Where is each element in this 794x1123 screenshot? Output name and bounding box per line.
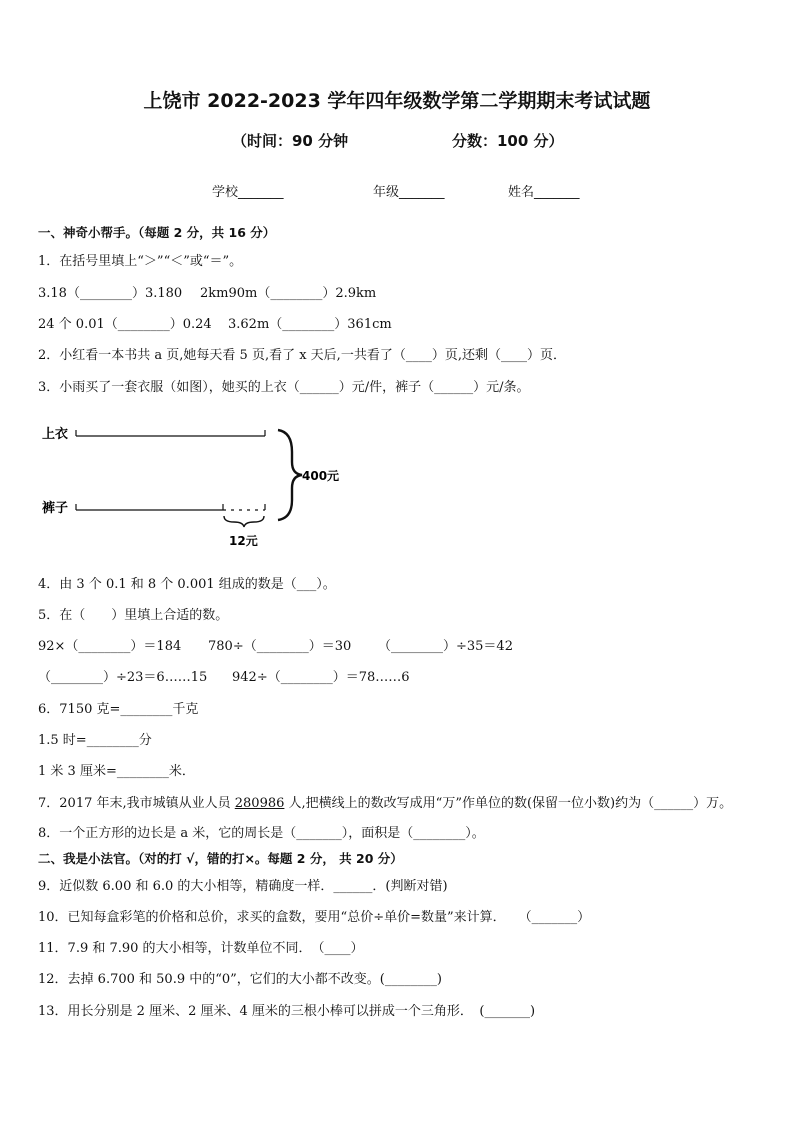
page-title: 上饶市 2022-2023 学年四年级数学第二学期期末考试试题 bbox=[143, 90, 651, 112]
shirt-label: 上衣 bbox=[42, 427, 69, 442]
question-12: 12．去掉 6.700 和 50.9 中的“0”，它们的大小都不改变。(________) bbox=[38, 972, 442, 987]
difference-brace bbox=[224, 516, 264, 527]
question-2: 2．小红看一本书共 a 页,她每天看 5 页,看了 x 天后,一共看了（____）页,还剩（____）页． bbox=[38, 348, 566, 363]
exam-time: （时间：90 分钟 bbox=[232, 132, 349, 150]
question-1-item-c: 24 个 0.01（________）0.24 bbox=[38, 317, 212, 332]
question-5: 5．在（ ）里填上合适的数。 bbox=[38, 608, 229, 623]
question-7-underlined-number: 280986 bbox=[234, 796, 285, 811]
question-1-item-d: 3.62m（________）361cm bbox=[228, 317, 392, 332]
question-5-item-e: 942÷（________）＝78……6 bbox=[232, 670, 410, 685]
exam-score: 分数：100 分） bbox=[452, 132, 564, 150]
pants-label: 裤子 bbox=[42, 501, 69, 516]
question-1-item-a: 3.18（________）3.180 bbox=[38, 286, 183, 301]
name-field: 姓名_______ bbox=[508, 185, 580, 200]
school-field: 学校_______ bbox=[212, 185, 284, 200]
total-brace bbox=[278, 430, 302, 520]
question-13: 13．用长分别是 2 厘米、2 厘米、4 厘米的三根小棒可以拼成一个三角形． (_______) bbox=[38, 1004, 536, 1019]
question-9: 9．近似数 6.00 和 6.0 的大小相等，精确度一样．______．(判断对错) bbox=[38, 879, 448, 894]
question-6-item-b: 1.5 时=________分 bbox=[38, 733, 152, 748]
total-label: 400元 bbox=[302, 469, 340, 483]
question-5-item-c: （________）÷35＝42 bbox=[378, 639, 513, 654]
clothing-diagram bbox=[40, 418, 350, 553]
question-1-item-b: 2km90m（________）2.9km bbox=[200, 286, 377, 301]
question-10: 10．已知每盒彩笔的价格和总价，求买的盒数，要用“总价÷单价=数量”来计算． （_______） bbox=[38, 910, 591, 925]
question-11: 11．7.9 和 7.90 的大小相等，计数单位不同． （____） bbox=[38, 941, 364, 956]
question-3: 3．小雨买了一套衣服（如图），她买的上衣（______）元/件，裤子（______）元/条。 bbox=[38, 380, 530, 395]
question-6: 6．7150 克=________千克 bbox=[38, 702, 199, 717]
question-5-item-d: （________）÷23＝6……15 bbox=[38, 670, 208, 685]
question-7 bbox=[38, 792, 732, 811]
question-6-item-c: 1 米 3 厘米=________米． bbox=[38, 764, 195, 779]
question-7-suffix: 人,把横线上的数改写成用“万”作单位的数(保留一位小数)约为（______）万。 bbox=[284, 796, 733, 811]
grade-field: 年级_______ bbox=[373, 185, 445, 200]
section-1-heading: 一、神奇小帮手。（每题 2 分，共 16 分） bbox=[38, 225, 276, 240]
question-1: 1．在括号里填上“＞”“＜”或“＝”。 bbox=[38, 254, 243, 269]
section-2-heading: 二、我是小法官。（对的打 √，错的打×。每题 2 分， 共 20 分） bbox=[38, 851, 403, 866]
question-7-prefix: 7．2017 年末,我市城镇从业人员 bbox=[38, 796, 235, 811]
question-4: 4．由 3 个 0.1 和 8 个 0.001 组成的数是（___）。 bbox=[38, 577, 336, 592]
difference-label: 12元 bbox=[229, 534, 258, 548]
question-5-item-b: 780÷（________）＝30 bbox=[208, 639, 352, 654]
question-8: 8．一个正方形的边长是 a 米，它的周长是（_______），面积是（________）。 bbox=[38, 826, 485, 841]
question-5-item-a: 92×（________）＝184 bbox=[38, 639, 182, 654]
